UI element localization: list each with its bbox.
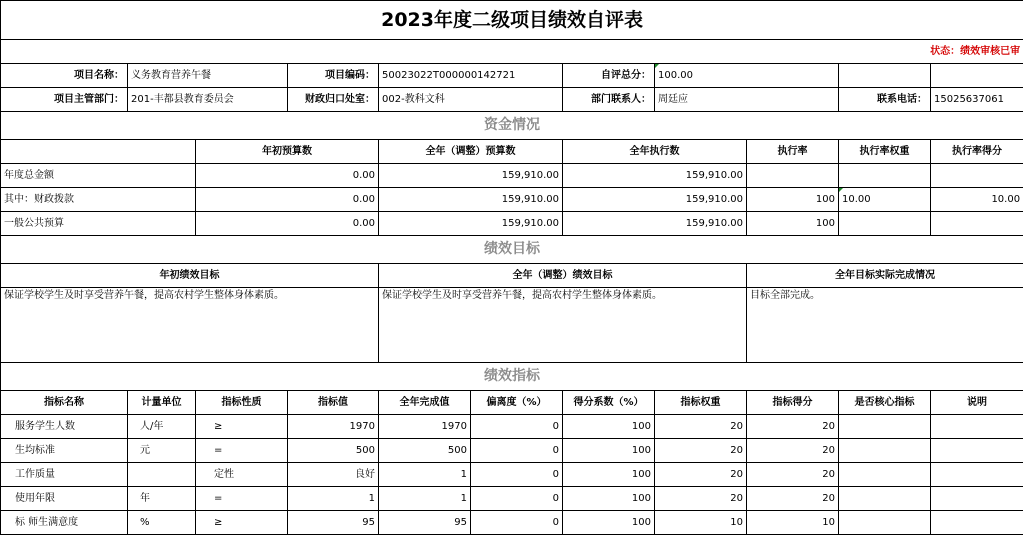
ind-unit[interactable]: 元 [128, 439, 196, 463]
ind-name: 服务学生人数 [1, 415, 128, 439]
fund-initial[interactable]: 0.00 [196, 164, 379, 188]
ind-core[interactable] [839, 415, 931, 439]
ind-weight[interactable]: 20 [655, 487, 747, 511]
fund-executed[interactable]: 159,910.00 [563, 188, 747, 212]
ind-unit[interactable]: 人/年 [128, 415, 196, 439]
ind-nature[interactable]: ≥ [196, 415, 288, 439]
info-row-1 [1, 64, 1023, 88]
fund-executed[interactable]: 159,910.00 [563, 212, 747, 236]
ind-name: 工作质量 [1, 463, 128, 487]
ind-core[interactable] [839, 463, 931, 487]
ind-note[interactable] [931, 415, 1023, 439]
ind-score[interactable]: 10 [747, 511, 839, 535]
contact-value[interactable]: 周廷应 [655, 88, 839, 112]
ind-core[interactable] [839, 511, 931, 535]
info-row-2 [1, 88, 1023, 112]
ind-name: 生均标准 [1, 439, 128, 463]
ind-weight[interactable]: 20 [655, 439, 747, 463]
ind-score[interactable]: 20 [747, 463, 839, 487]
project-name-value[interactable]: 义务教育营养午餐 [128, 64, 288, 88]
ind-header-coefficient: 得分系数（%） [563, 391, 655, 415]
table-row [1, 188, 1023, 212]
ind-nature[interactable]: = [196, 487, 288, 511]
finance-label: 财政归口处室： [288, 88, 379, 112]
fund-score[interactable]: 10.00 [931, 188, 1023, 212]
ind-weight[interactable]: 10 [655, 511, 747, 535]
ind-done[interactable]: 95 [379, 511, 471, 535]
table-row [1, 511, 1023, 535]
ind-done[interactable]: 500 [379, 439, 471, 463]
initial-goal-text[interactable]: 保证学校学生及时享受营养午餐，提高农村学生整体身体素质。 [1, 288, 379, 363]
score-label: 自评总分： [563, 64, 655, 88]
actual-completion-text[interactable]: 目标全部完成。 [747, 288, 1023, 363]
funds-header-score: 执行率得分 [931, 140, 1023, 164]
fund-name: 一般公共预算 [1, 212, 196, 236]
table-row [1, 487, 1023, 511]
ind-score[interactable]: 20 [747, 439, 839, 463]
fund-executed[interactable]: 159,910.00 [563, 164, 747, 188]
indicators-section-title: 绩效指标 [1, 363, 1023, 391]
goals-header-initial: 年初绩效目标 [1, 264, 379, 288]
fund-weight[interactable]: 10.00 [839, 188, 931, 212]
ind-deviation[interactable]: 0 [471, 511, 563, 535]
ind-value[interactable]: 1 [288, 487, 379, 511]
empty-cell [839, 64, 931, 88]
page-title: 2023年度二级项目绩效自评表 [1, 1, 1023, 40]
ind-header-weight: 指标权重 [655, 391, 747, 415]
ind-header-note: 说明 [931, 391, 1023, 415]
empty-cell [931, 64, 1023, 88]
goals-header-actual: 全年目标实际完成情况 [747, 264, 1023, 288]
ind-note[interactable] [931, 487, 1023, 511]
ind-header-core: 是否核心指标 [839, 391, 931, 415]
fund-initial[interactable]: 0.00 [196, 212, 379, 236]
ind-header-nature: 指标性质 [196, 391, 288, 415]
funds-header-initial: 年初预算数 [196, 140, 379, 164]
ind-nature[interactable]: = [196, 439, 288, 463]
goals-content-row [1, 288, 1023, 363]
ind-value[interactable]: 良好 [288, 463, 379, 487]
ind-header-unit: 计量单位 [128, 391, 196, 415]
fund-weight[interactable] [839, 212, 931, 236]
ind-score[interactable]: 20 [747, 487, 839, 511]
phone-label: 联系电话： [839, 88, 931, 112]
funds-section-title: 资金情况 [1, 112, 1023, 140]
fund-name: 年度总金额 [1, 164, 196, 188]
funds-header-rate: 执行率 [747, 140, 839, 164]
ind-header-done: 全年完成值 [379, 391, 471, 415]
fund-weight[interactable] [839, 164, 931, 188]
finance-value[interactable]: 002-教科文科 [379, 88, 563, 112]
ind-header-name: 指标名称 [1, 391, 128, 415]
goals-section-title: 绩效目标 [1, 236, 1023, 264]
ind-unit[interactable] [128, 463, 196, 487]
dept-label: 项目主管部门： [1, 88, 128, 112]
project-code-label: 项目编码： [288, 64, 379, 88]
ind-coefficient[interactable]: 100 [563, 439, 655, 463]
ind-coefficient[interactable]: 100 [563, 463, 655, 487]
total-score-value[interactable]: 100.00 [655, 64, 839, 88]
ind-core[interactable] [839, 439, 931, 463]
ind-value[interactable]: 500 [288, 439, 379, 463]
fund-score[interactable] [931, 212, 1023, 236]
ind-deviation[interactable]: 0 [471, 415, 563, 439]
goals-header-row [1, 264, 1023, 288]
ind-header-value: 指标值 [288, 391, 379, 415]
funds-header-row [1, 140, 1023, 164]
ind-note[interactable] [931, 439, 1023, 463]
ind-name: 标 师生满意度 [1, 511, 128, 535]
funds-header-executed: 全年执行数 [563, 140, 747, 164]
table-row [1, 463, 1023, 487]
ind-nature[interactable]: 定性 [196, 463, 288, 487]
indicators-header-row [1, 391, 1023, 415]
ind-note[interactable] [931, 511, 1023, 535]
fund-adjusted[interactable]: 159,910.00 [379, 188, 563, 212]
fund-rate[interactable] [747, 164, 839, 188]
fund-initial[interactable]: 0.00 [196, 188, 379, 212]
funds-header-adjusted: 全年（调整）预算数 [379, 140, 563, 164]
contact-label: 部门联系人： [563, 88, 655, 112]
empty-cell [1, 140, 196, 164]
ind-value[interactable]: 95 [288, 511, 379, 535]
fund-adjusted[interactable]: 159,910.00 [379, 212, 563, 236]
phone-value[interactable]: 15025637061 [931, 88, 1023, 112]
fund-rate[interactable]: 100 [747, 188, 839, 212]
fund-rate[interactable]: 100 [747, 212, 839, 236]
ind-done[interactable]: 1 [379, 487, 471, 511]
ind-weight[interactable]: 20 [655, 415, 747, 439]
ind-value[interactable]: 1970 [288, 415, 379, 439]
ind-done[interactable]: 1 [379, 463, 471, 487]
ind-unit[interactable]: % [128, 511, 196, 535]
ind-coefficient[interactable]: 100 [563, 487, 655, 511]
adjusted-goal-text[interactable]: 保证学校学生及时享受营养午餐，提高农村学生整体身体素质。 [379, 288, 747, 363]
ind-weight[interactable]: 20 [655, 463, 747, 487]
table-row [1, 164, 1023, 188]
ind-core[interactable] [839, 487, 931, 511]
ind-header-score: 指标得分 [747, 391, 839, 415]
ind-header-deviation: 偏离度（%） [471, 391, 563, 415]
ind-unit[interactable]: 年 [128, 487, 196, 511]
fund-score[interactable] [931, 164, 1023, 188]
ind-deviation[interactable]: 0 [471, 487, 563, 511]
ind-coefficient[interactable]: 100 [563, 415, 655, 439]
status-badge: 状态：绩效审核已审 [1, 40, 1023, 64]
ind-coefficient[interactable]: 100 [563, 511, 655, 535]
ind-name: 使用年限 [1, 487, 128, 511]
funds-header-weight: 执行率权重 [839, 140, 931, 164]
fund-name: 其中：财政拨款 [1, 188, 196, 212]
ind-deviation[interactable]: 0 [471, 463, 563, 487]
ind-note[interactable] [931, 463, 1023, 487]
ind-deviation[interactable]: 0 [471, 439, 563, 463]
fund-adjusted[interactable]: 159,910.00 [379, 164, 563, 188]
goals-header-adjusted: 全年（调整）绩效目标 [379, 264, 747, 288]
ind-done[interactable]: 1970 [379, 415, 471, 439]
project-code-value[interactable]: 50023022T000000142721 [379, 64, 563, 88]
project-name-label: 项目名称： [1, 64, 128, 88]
dept-value[interactable]: 201-丰都县教育委员会 [128, 88, 288, 112]
ind-nature[interactable]: ≥ [196, 511, 288, 535]
table-row [1, 439, 1023, 463]
table-row [1, 415, 1023, 439]
table-row [1, 212, 1023, 236]
ind-score[interactable]: 20 [747, 415, 839, 439]
